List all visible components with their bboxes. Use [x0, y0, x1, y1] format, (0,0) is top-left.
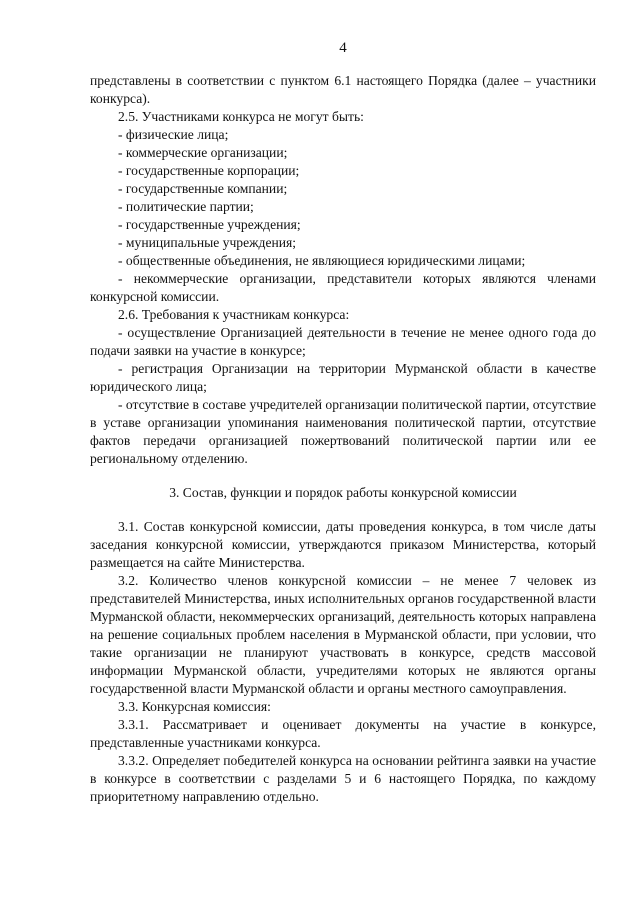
- list-item: - осуществление Организацией деятельности в течение не менее одного года до подачи заявки на участие в конкурсе;: [90, 325, 596, 358]
- list-item: - коммерческие организации;: [118, 145, 288, 160]
- list-item: - физические лица;: [118, 127, 229, 142]
- list-item: - регистрация Организации на территории Мурманской области в качестве юридического лица;: [90, 361, 596, 394]
- clause-3-3-2: 3.3.2. Определяет победителей конкурса на основании рейтинга заявки на участие в конкурсе в соответствии с разделами 5 и 6 настоящего Порядка, по каждому приоритетному направлению отдельно.: [90, 753, 596, 804]
- clause-2-6: 2.6. Требования к участникам конкурса:: [118, 307, 350, 322]
- clause-3-3-1: 3.3.1. Рассматривает и оценивает документы на участие в конкурсе, представленные участниками конкурса.: [90, 717, 596, 750]
- list-item: - государственные учреждения;: [118, 217, 301, 232]
- clause-2-5: 2.5. Участниками конкурса не могут быть:: [118, 109, 364, 124]
- clause-3-2: 3.2. Количество членов конкурсной комиссии – не менее 7 человек из представителей Министерства, иных исполнительных органов государственной власти Мурманской области, некоммерческих организаций, деятельность которых направлена на решение социальных проблем населения в Мурманской области, при условии, что такие организации не планируют участвовать в конкурсе, средств массовой информации Мурманской области, учредителями которых не являются органы государственной власти Мурманской области и органы местного самоуправления.: [90, 573, 596, 696]
- list-item: - политические партии;: [118, 199, 254, 214]
- list-item: - государственные компании;: [118, 181, 288, 196]
- page-number: 4: [339, 40, 347, 56]
- clause-3-3: 3.3. Конкурсная комиссия:: [118, 699, 271, 714]
- list-item: - общественные объединения, не являющиеся юридическими лицами;: [118, 253, 526, 268]
- list-item: - некоммерческие организации, представители которых являются членами конкурсной комиссии.: [90, 271, 596, 304]
- list-item: - муниципальные учреждения;: [118, 235, 297, 250]
- section-heading: 3. Состав, функции и порядок работы конкурсной комиссии: [169, 485, 517, 500]
- list-item: - государственные корпорации;: [118, 163, 300, 178]
- list-item: - отсутствие в составе учредителей организации политической партии, отсутствие в уставе организации упоминания наименования политической партии, отсутствие фактов передачи организацией пожертвований политической партии или ее региональному отделению.: [90, 397, 596, 466]
- clause-3-1: 3.1. Состав конкурсной комиссии, даты проведения конкурса, в том числе даты заседания конкурсной комиссии, утверждаются приказом Министерства, который размещается на сайте Министерства.: [90, 519, 596, 570]
- paragraph-continuation: представлены в соответствии с пунктом 6.1 настоящего Порядка (далее – участники конкурса).: [90, 73, 596, 106]
